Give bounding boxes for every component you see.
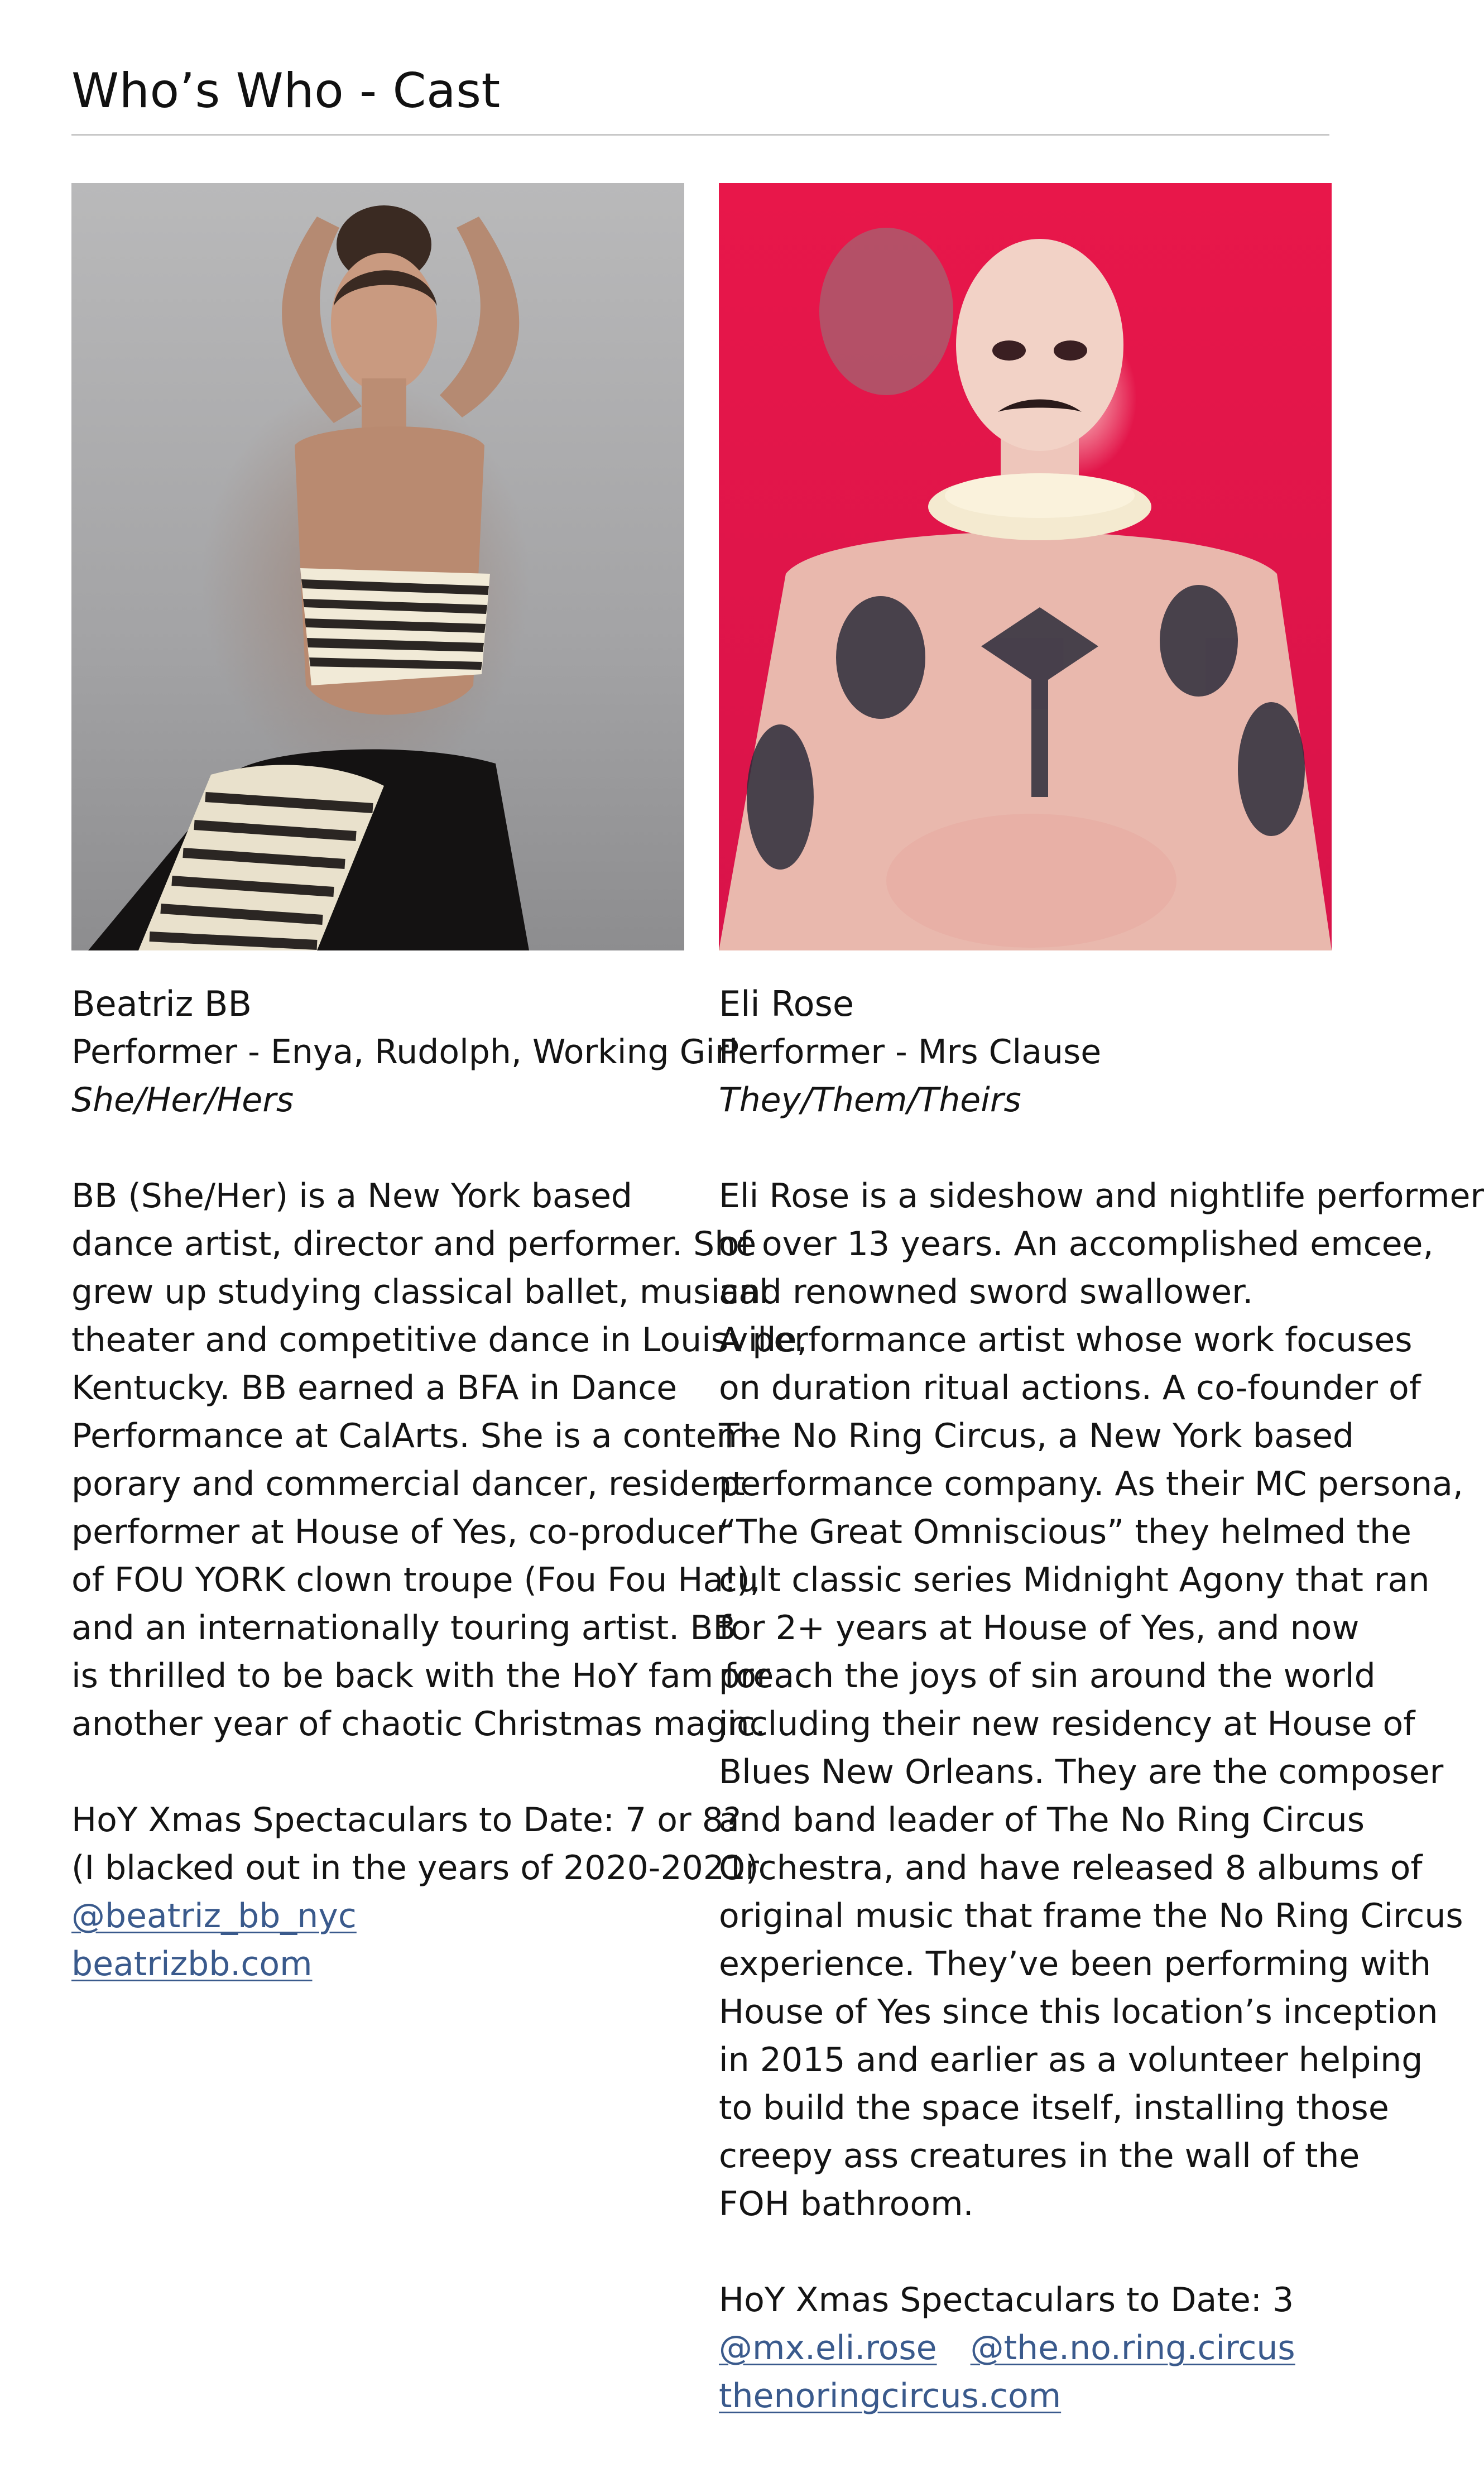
title-divider xyxy=(71,134,1329,136)
bio-line: House of Yes since this location’s inception xyxy=(719,1992,1438,2032)
cast-pronouns: They/Them/Theirs xyxy=(719,1081,1021,1120)
website-link[interactable]: thenoringcircus.com xyxy=(719,2376,1062,2416)
bio-line: Blues New Orleans. They are the composer xyxy=(719,1752,1444,1792)
bio-line: The No Ring Circus, a New York based xyxy=(719,1417,1354,1456)
cast-bio xyxy=(71,1172,808,1748)
bio-line: including their new residency at House of xyxy=(719,1704,1415,1744)
instagram-link[interactable]: @mx.eli.rose xyxy=(719,2328,937,2368)
eli-photo-figure xyxy=(719,183,1332,950)
bio-line: FOH bathroom. xyxy=(719,2184,974,2224)
website-link[interactable]: beatrizbb.com xyxy=(71,1944,313,1984)
spectaculars-count: HoY Xmas Spectaculars to Date: 7 or 8? xyxy=(71,1800,741,1840)
bio-line: dance artist, director and performer. She xyxy=(71,1225,757,1264)
bio-line: of over 13 years. An accomplished emcee, xyxy=(719,1225,1434,1264)
eli-info xyxy=(719,980,1484,2420)
bio-line: another year of chaotic Christmas magic. xyxy=(71,1704,766,1744)
cast-role: Performer - Mrs Clause xyxy=(719,1033,1102,1072)
beatriz-photo-figure xyxy=(71,183,684,950)
bio-line: and an internationally touring artist. BB xyxy=(71,1608,736,1648)
beatriz-photo xyxy=(71,183,684,950)
bio-line: “The Great Omniscious” they helmed the xyxy=(719,1513,1411,1552)
bio-line: theater and competitive dance in Louisville, xyxy=(71,1321,808,1360)
bio-line: grew up studying classical ballet, musical xyxy=(71,1273,769,1312)
bio-line: of FOU YORK clown troupe (Fou Fou Ha!), xyxy=(71,1560,761,1600)
eli-photo xyxy=(719,183,1332,950)
circus-instagram-link[interactable]: @the.no.ring.circus xyxy=(970,2328,1295,2368)
bio-line: BB (She/Her) is a New York based xyxy=(71,1177,632,1216)
cast-card-eli xyxy=(719,183,1484,2416)
bio-line: experience. They’ve been performing with xyxy=(719,1944,1432,1984)
instagram-link[interactable]: @beatriz_bb_nyc xyxy=(71,1896,357,1936)
cast-bio xyxy=(719,1172,1484,2228)
bio-line: original music that frame the No Ring Circus xyxy=(719,1896,1463,1936)
bio-line: and renowned sword swallower. xyxy=(719,1273,1254,1312)
bio-line: in 2015 and earlier as a volunteer helping xyxy=(719,2040,1423,2080)
bio-line: on duration ritual actions. A co-founder of xyxy=(719,1369,1421,1408)
bio-line: preach the joys of sin around the world xyxy=(719,1656,1376,1696)
cast-role: Performer - Enya, Rudolph, Working Girl xyxy=(71,1033,738,1072)
bio-line: Performance at CalArts. She is a contem- xyxy=(71,1417,761,1456)
bio-line: cult classic series Midnight Agony that ran xyxy=(719,1560,1430,1600)
bio-line: Orchestra, and have released 8 albums of xyxy=(719,1848,1423,1888)
cast-name: Eli Rose xyxy=(719,983,854,1024)
striped-top xyxy=(300,568,490,685)
cast-name: Beatriz BB xyxy=(71,983,252,1024)
bio-line: is thrilled to be back with the HoY fam for xyxy=(71,1656,770,1696)
bio-line: and band leader of The No Ring Circus xyxy=(719,1800,1365,1840)
bio-line: A performance artist whose work focuses xyxy=(719,1321,1413,1360)
bio-line: performance company. As their MC persona, xyxy=(719,1465,1463,1504)
page-title: Who’s Who - Cast xyxy=(71,63,501,119)
bio-line: porary and commercial dancer, resident xyxy=(71,1465,745,1504)
spectaculars-note: (I blacked out in the years of 2020-2021) xyxy=(71,1848,759,1888)
bio-line: Eli Rose is a sideshow and nightlife performer xyxy=(719,1177,1484,1216)
bio-line: Kentucky. BB earned a BFA in Dance xyxy=(71,1369,678,1408)
spectaculars-count: HoY Xmas Spectaculars to Date: 3 xyxy=(719,2280,1294,2320)
bio-line: to build the space itself, installing those xyxy=(719,2088,1389,2128)
social-links xyxy=(719,2324,1355,2372)
bio-line: creepy ass creatures in the wall of the xyxy=(719,2136,1360,2176)
bio-line: for 2+ years at House of Yes, and now xyxy=(719,1608,1360,1648)
bio-line: performer at House of Yes, co-producer xyxy=(71,1513,730,1552)
cast-pronouns: She/Her/Hers xyxy=(71,1081,294,1120)
